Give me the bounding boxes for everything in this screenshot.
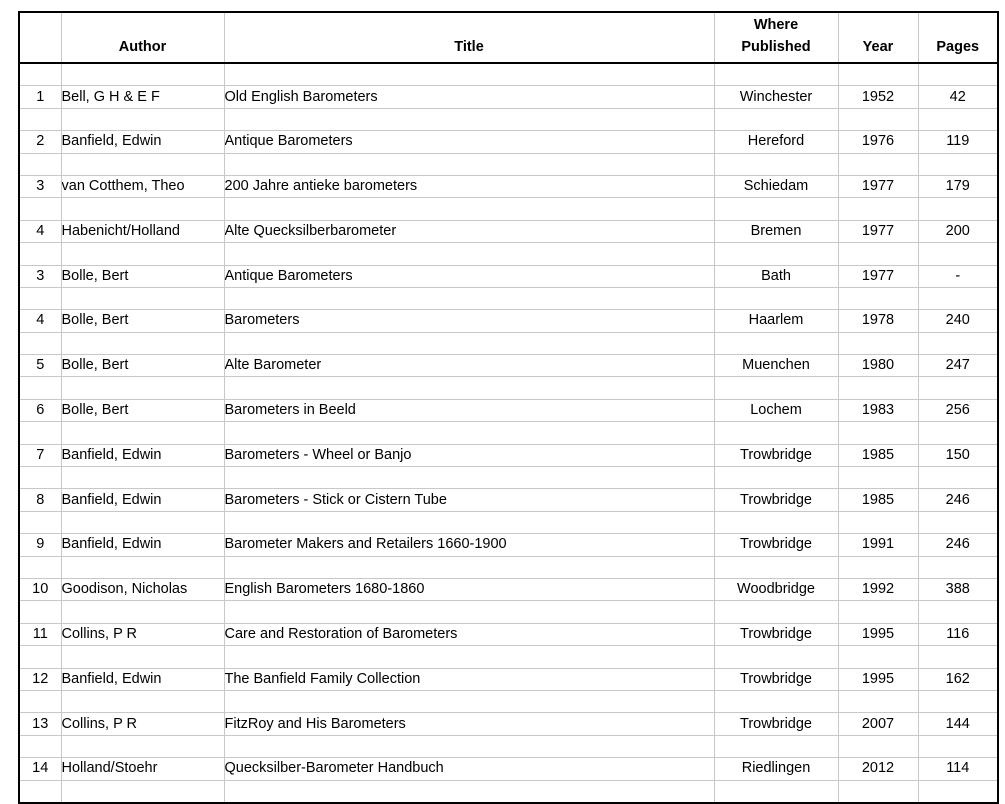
pages-cell: 150 xyxy=(918,444,998,466)
table-row xyxy=(19,489,998,511)
blank-row xyxy=(19,646,998,668)
row-number-cell: 3 xyxy=(19,265,61,287)
blank-cell xyxy=(838,422,918,444)
title-cell: Barometers xyxy=(224,310,714,332)
blank-row xyxy=(19,63,998,86)
blank-row xyxy=(19,287,998,309)
blank-row xyxy=(19,377,998,399)
table-row xyxy=(19,668,998,690)
blank-cell xyxy=(61,735,224,757)
row-number-cell: 10 xyxy=(19,578,61,600)
blank-row xyxy=(19,108,998,130)
row-number-cell: 8 xyxy=(19,489,61,511)
blank-cell xyxy=(838,556,918,578)
year-cell: 1977 xyxy=(838,175,918,197)
blank-cell xyxy=(838,690,918,712)
blank-cell xyxy=(918,601,998,623)
blank-cell xyxy=(61,198,224,220)
blank-row xyxy=(19,198,998,220)
blank-row xyxy=(19,601,998,623)
blank-cell xyxy=(61,601,224,623)
blank-cell xyxy=(224,108,714,130)
row-number-cell: 5 xyxy=(19,355,61,377)
blank-cell xyxy=(838,601,918,623)
pages-cell: 162 xyxy=(918,668,998,690)
blank-cell xyxy=(61,646,224,668)
table-row xyxy=(19,713,998,735)
table-row xyxy=(19,623,998,645)
year-cell: 1976 xyxy=(838,131,918,153)
author-cell: Bolle, Bert xyxy=(61,355,224,377)
author-cell: Collins, P R xyxy=(61,623,224,645)
blank-row xyxy=(19,735,998,757)
blank-cell xyxy=(224,63,714,86)
blank-cell xyxy=(714,198,838,220)
year-cell: 1977 xyxy=(838,265,918,287)
pages-cell: 114 xyxy=(918,758,998,780)
row-number-cell: 14 xyxy=(19,758,61,780)
author-cell: Banfield, Edwin xyxy=(61,489,224,511)
blank-cell xyxy=(838,332,918,354)
blank-cell xyxy=(224,243,714,265)
blank-cell xyxy=(61,108,224,130)
blank-cell xyxy=(714,690,838,712)
title-cell: FitzRoy and His Barometers xyxy=(224,713,714,735)
blank-cell xyxy=(224,780,714,803)
blank-cell xyxy=(714,467,838,489)
year-cell: 1991 xyxy=(838,534,918,556)
header-where-line2: Published xyxy=(741,39,811,55)
header-title: Title xyxy=(224,12,714,63)
header-where-line1: Where xyxy=(753,17,799,33)
header-where-published xyxy=(714,12,838,63)
blank-cell xyxy=(19,467,61,489)
table-row xyxy=(19,399,998,421)
blank-cell xyxy=(61,377,224,399)
blank-cell xyxy=(714,243,838,265)
blank-cell xyxy=(61,243,224,265)
blank-cell xyxy=(224,735,714,757)
author-cell: van Cotthem, Theo xyxy=(61,175,224,197)
blank-cell xyxy=(224,422,714,444)
author-cell: Banfield, Edwin xyxy=(61,534,224,556)
table-row xyxy=(19,175,998,197)
table-row xyxy=(19,86,998,108)
where-published-cell: Lochem xyxy=(714,399,838,421)
spreadsheet xyxy=(18,11,999,804)
blank-cell xyxy=(838,243,918,265)
blank-cell xyxy=(714,646,838,668)
blank-cell xyxy=(61,332,224,354)
blank-cell xyxy=(19,153,61,175)
blank-cell xyxy=(19,422,61,444)
author-cell: Goodison, Nicholas xyxy=(61,578,224,600)
blank-cell xyxy=(19,377,61,399)
pages-cell: 247 xyxy=(918,355,998,377)
blank-cell xyxy=(19,735,61,757)
blank-cell xyxy=(61,153,224,175)
year-cell: 1992 xyxy=(838,578,918,600)
year-cell: 1977 xyxy=(838,220,918,242)
header-author: Author xyxy=(61,12,224,63)
blank-cell xyxy=(918,377,998,399)
blank-cell xyxy=(224,601,714,623)
blank-row xyxy=(19,780,998,803)
blank-cell xyxy=(19,63,61,86)
where-published-cell: Woodbridge xyxy=(714,578,838,600)
blank-cell xyxy=(224,690,714,712)
pages-cell: 179 xyxy=(918,175,998,197)
where-published-cell: Bath xyxy=(714,265,838,287)
where-published-cell: Trowbridge xyxy=(714,713,838,735)
blank-cell xyxy=(838,511,918,533)
blank-cell xyxy=(224,646,714,668)
where-published-cell: Haarlem xyxy=(714,310,838,332)
year-cell: 1995 xyxy=(838,623,918,645)
row-number-cell: 6 xyxy=(19,399,61,421)
blank-cell xyxy=(19,646,61,668)
blank-cell xyxy=(714,422,838,444)
blank-cell xyxy=(224,556,714,578)
title-cell: Old English Barometers xyxy=(224,86,714,108)
title-cell: Barometers in Beeld xyxy=(224,399,714,421)
row-number-cell: 12 xyxy=(19,668,61,690)
title-cell: Barometer Makers and Retailers 1660-1900 xyxy=(224,534,714,556)
blank-cell xyxy=(918,467,998,489)
blank-cell xyxy=(918,422,998,444)
year-cell: 1985 xyxy=(838,489,918,511)
blank-cell xyxy=(19,287,61,309)
title-cell: Quecksilber-Barometer Handbuch xyxy=(224,758,714,780)
author-cell: Bolle, Bert xyxy=(61,399,224,421)
row-number-cell: 13 xyxy=(19,713,61,735)
blank-cell xyxy=(61,467,224,489)
blank-cell xyxy=(918,780,998,803)
where-published-cell: Riedlingen xyxy=(714,758,838,780)
blank-cell xyxy=(224,332,714,354)
blank-cell xyxy=(224,377,714,399)
blank-cell xyxy=(918,735,998,757)
blank-cell xyxy=(19,243,61,265)
row-number-cell: 3 xyxy=(19,175,61,197)
blank-cell xyxy=(19,601,61,623)
pages-cell: 246 xyxy=(918,534,998,556)
blank-cell xyxy=(714,153,838,175)
pages-cell: 42 xyxy=(918,86,998,108)
where-published-cell: Bremen xyxy=(714,220,838,242)
blank-cell xyxy=(61,422,224,444)
header-year: Year xyxy=(838,12,918,63)
row-number-cell: 4 xyxy=(19,220,61,242)
blank-cell xyxy=(918,108,998,130)
author-cell: Holland/Stoehr xyxy=(61,758,224,780)
where-published-cell: Trowbridge xyxy=(714,623,838,645)
table-row xyxy=(19,220,998,242)
title-cell: Care and Restoration of Barometers xyxy=(224,623,714,645)
blank-cell xyxy=(61,63,224,86)
blank-row xyxy=(19,556,998,578)
blank-cell xyxy=(19,780,61,803)
blank-cell xyxy=(224,511,714,533)
year-cell: 2012 xyxy=(838,758,918,780)
where-published-cell: Muenchen xyxy=(714,355,838,377)
blank-cell xyxy=(61,287,224,309)
pages-cell: 144 xyxy=(918,713,998,735)
where-published-cell: Trowbridge xyxy=(714,668,838,690)
where-published-cell: Schiedam xyxy=(714,175,838,197)
blank-cell xyxy=(714,780,838,803)
title-cell: English Barometers 1680-1860 xyxy=(224,578,714,600)
blank-cell xyxy=(918,287,998,309)
blank-row xyxy=(19,243,998,265)
blank-cell xyxy=(838,198,918,220)
blank-cell xyxy=(714,511,838,533)
where-published-cell: Trowbridge xyxy=(714,534,838,556)
blank-row xyxy=(19,422,998,444)
year-cell: 1983 xyxy=(838,399,918,421)
where-published-cell: Winchester xyxy=(714,86,838,108)
table-row xyxy=(19,758,998,780)
blank-row xyxy=(19,153,998,175)
blank-cell xyxy=(918,646,998,668)
blank-cell xyxy=(224,198,714,220)
table-row xyxy=(19,444,998,466)
table-row xyxy=(19,534,998,556)
blank-cell xyxy=(19,332,61,354)
blank-cell xyxy=(918,63,998,86)
blank-cell xyxy=(838,646,918,668)
blank-cell xyxy=(714,63,838,86)
blank-cell xyxy=(838,735,918,757)
header-row xyxy=(19,12,998,63)
author-cell: Habenicht/Holland xyxy=(61,220,224,242)
title-cell: Antique Barometers xyxy=(224,131,714,153)
blank-cell xyxy=(61,690,224,712)
blank-cell xyxy=(224,153,714,175)
blank-cell xyxy=(918,198,998,220)
blank-cell xyxy=(224,467,714,489)
pages-cell: 256 xyxy=(918,399,998,421)
blank-cell xyxy=(918,690,998,712)
author-cell: Banfield, Edwin xyxy=(61,444,224,466)
blank-row xyxy=(19,332,998,354)
where-published-cell: Trowbridge xyxy=(714,444,838,466)
blank-cell xyxy=(19,690,61,712)
table-row xyxy=(19,578,998,600)
blank-cell xyxy=(838,467,918,489)
blank-cell xyxy=(19,198,61,220)
blank-cell xyxy=(918,243,998,265)
pages-cell: 119 xyxy=(918,131,998,153)
author-cell: Banfield, Edwin xyxy=(61,668,224,690)
title-cell: Barometers - Wheel or Banjo xyxy=(224,444,714,466)
pages-cell: - xyxy=(918,265,998,287)
blank-cell xyxy=(918,153,998,175)
year-cell: 2007 xyxy=(838,713,918,735)
blank-cell xyxy=(714,287,838,309)
blank-cell xyxy=(19,511,61,533)
bibliography-table xyxy=(18,11,999,804)
blank-cell xyxy=(918,556,998,578)
row-number-cell: 7 xyxy=(19,444,61,466)
table-row xyxy=(19,355,998,377)
blank-cell xyxy=(838,287,918,309)
table-row xyxy=(19,265,998,287)
blank-cell xyxy=(714,735,838,757)
blank-cell xyxy=(61,780,224,803)
title-cell: Barometers - Stick or Cistern Tube xyxy=(224,489,714,511)
row-number-cell: 9 xyxy=(19,534,61,556)
title-cell: Antique Barometers xyxy=(224,265,714,287)
blank-cell xyxy=(714,556,838,578)
blank-cell xyxy=(19,108,61,130)
title-cell: Alte Quecksilberbarometer xyxy=(224,220,714,242)
blank-cell xyxy=(838,153,918,175)
author-cell: Bell, G H & E F xyxy=(61,86,224,108)
pages-cell: 246 xyxy=(918,489,998,511)
row-number-cell: 11 xyxy=(19,623,61,645)
table-body xyxy=(19,63,998,803)
year-cell: 1985 xyxy=(838,444,918,466)
row-number-cell: 2 xyxy=(19,131,61,153)
blank-cell xyxy=(838,377,918,399)
blank-cell xyxy=(838,780,918,803)
header-number xyxy=(19,12,61,63)
blank-cell xyxy=(918,332,998,354)
table-row xyxy=(19,310,998,332)
blank-cell xyxy=(19,556,61,578)
year-cell: 1980 xyxy=(838,355,918,377)
pages-cell: 200 xyxy=(918,220,998,242)
blank-cell xyxy=(838,108,918,130)
pages-cell: 116 xyxy=(918,623,998,645)
blank-cell xyxy=(224,287,714,309)
header-pages: Pages xyxy=(918,12,998,63)
blank-cell xyxy=(714,601,838,623)
author-cell: Banfield, Edwin xyxy=(61,131,224,153)
pages-cell: 240 xyxy=(918,310,998,332)
blank-row xyxy=(19,690,998,712)
where-published-cell: Hereford xyxy=(714,131,838,153)
author-cell: Bolle, Bert xyxy=(61,310,224,332)
row-number-cell: 1 xyxy=(19,86,61,108)
blank-cell xyxy=(61,511,224,533)
where-published-cell: Trowbridge xyxy=(714,489,838,511)
author-cell: Collins, P R xyxy=(61,713,224,735)
author-cell: Bolle, Bert xyxy=(61,265,224,287)
row-number-cell: 4 xyxy=(19,310,61,332)
year-cell: 1978 xyxy=(838,310,918,332)
year-cell: 1952 xyxy=(838,86,918,108)
table-header xyxy=(19,12,998,63)
blank-cell xyxy=(61,556,224,578)
table-row xyxy=(19,131,998,153)
year-cell: 1995 xyxy=(838,668,918,690)
blank-row xyxy=(19,467,998,489)
blank-cell xyxy=(714,377,838,399)
title-cell: Alte Barometer xyxy=(224,355,714,377)
blank-cell xyxy=(918,511,998,533)
title-cell: The Banfield Family Collection xyxy=(224,668,714,690)
blank-cell xyxy=(838,63,918,86)
blank-cell xyxy=(714,108,838,130)
blank-cell xyxy=(714,332,838,354)
blank-row xyxy=(19,511,998,533)
pages-cell: 388 xyxy=(918,578,998,600)
title-cell: 200 Jahre antieke barometers xyxy=(224,175,714,197)
